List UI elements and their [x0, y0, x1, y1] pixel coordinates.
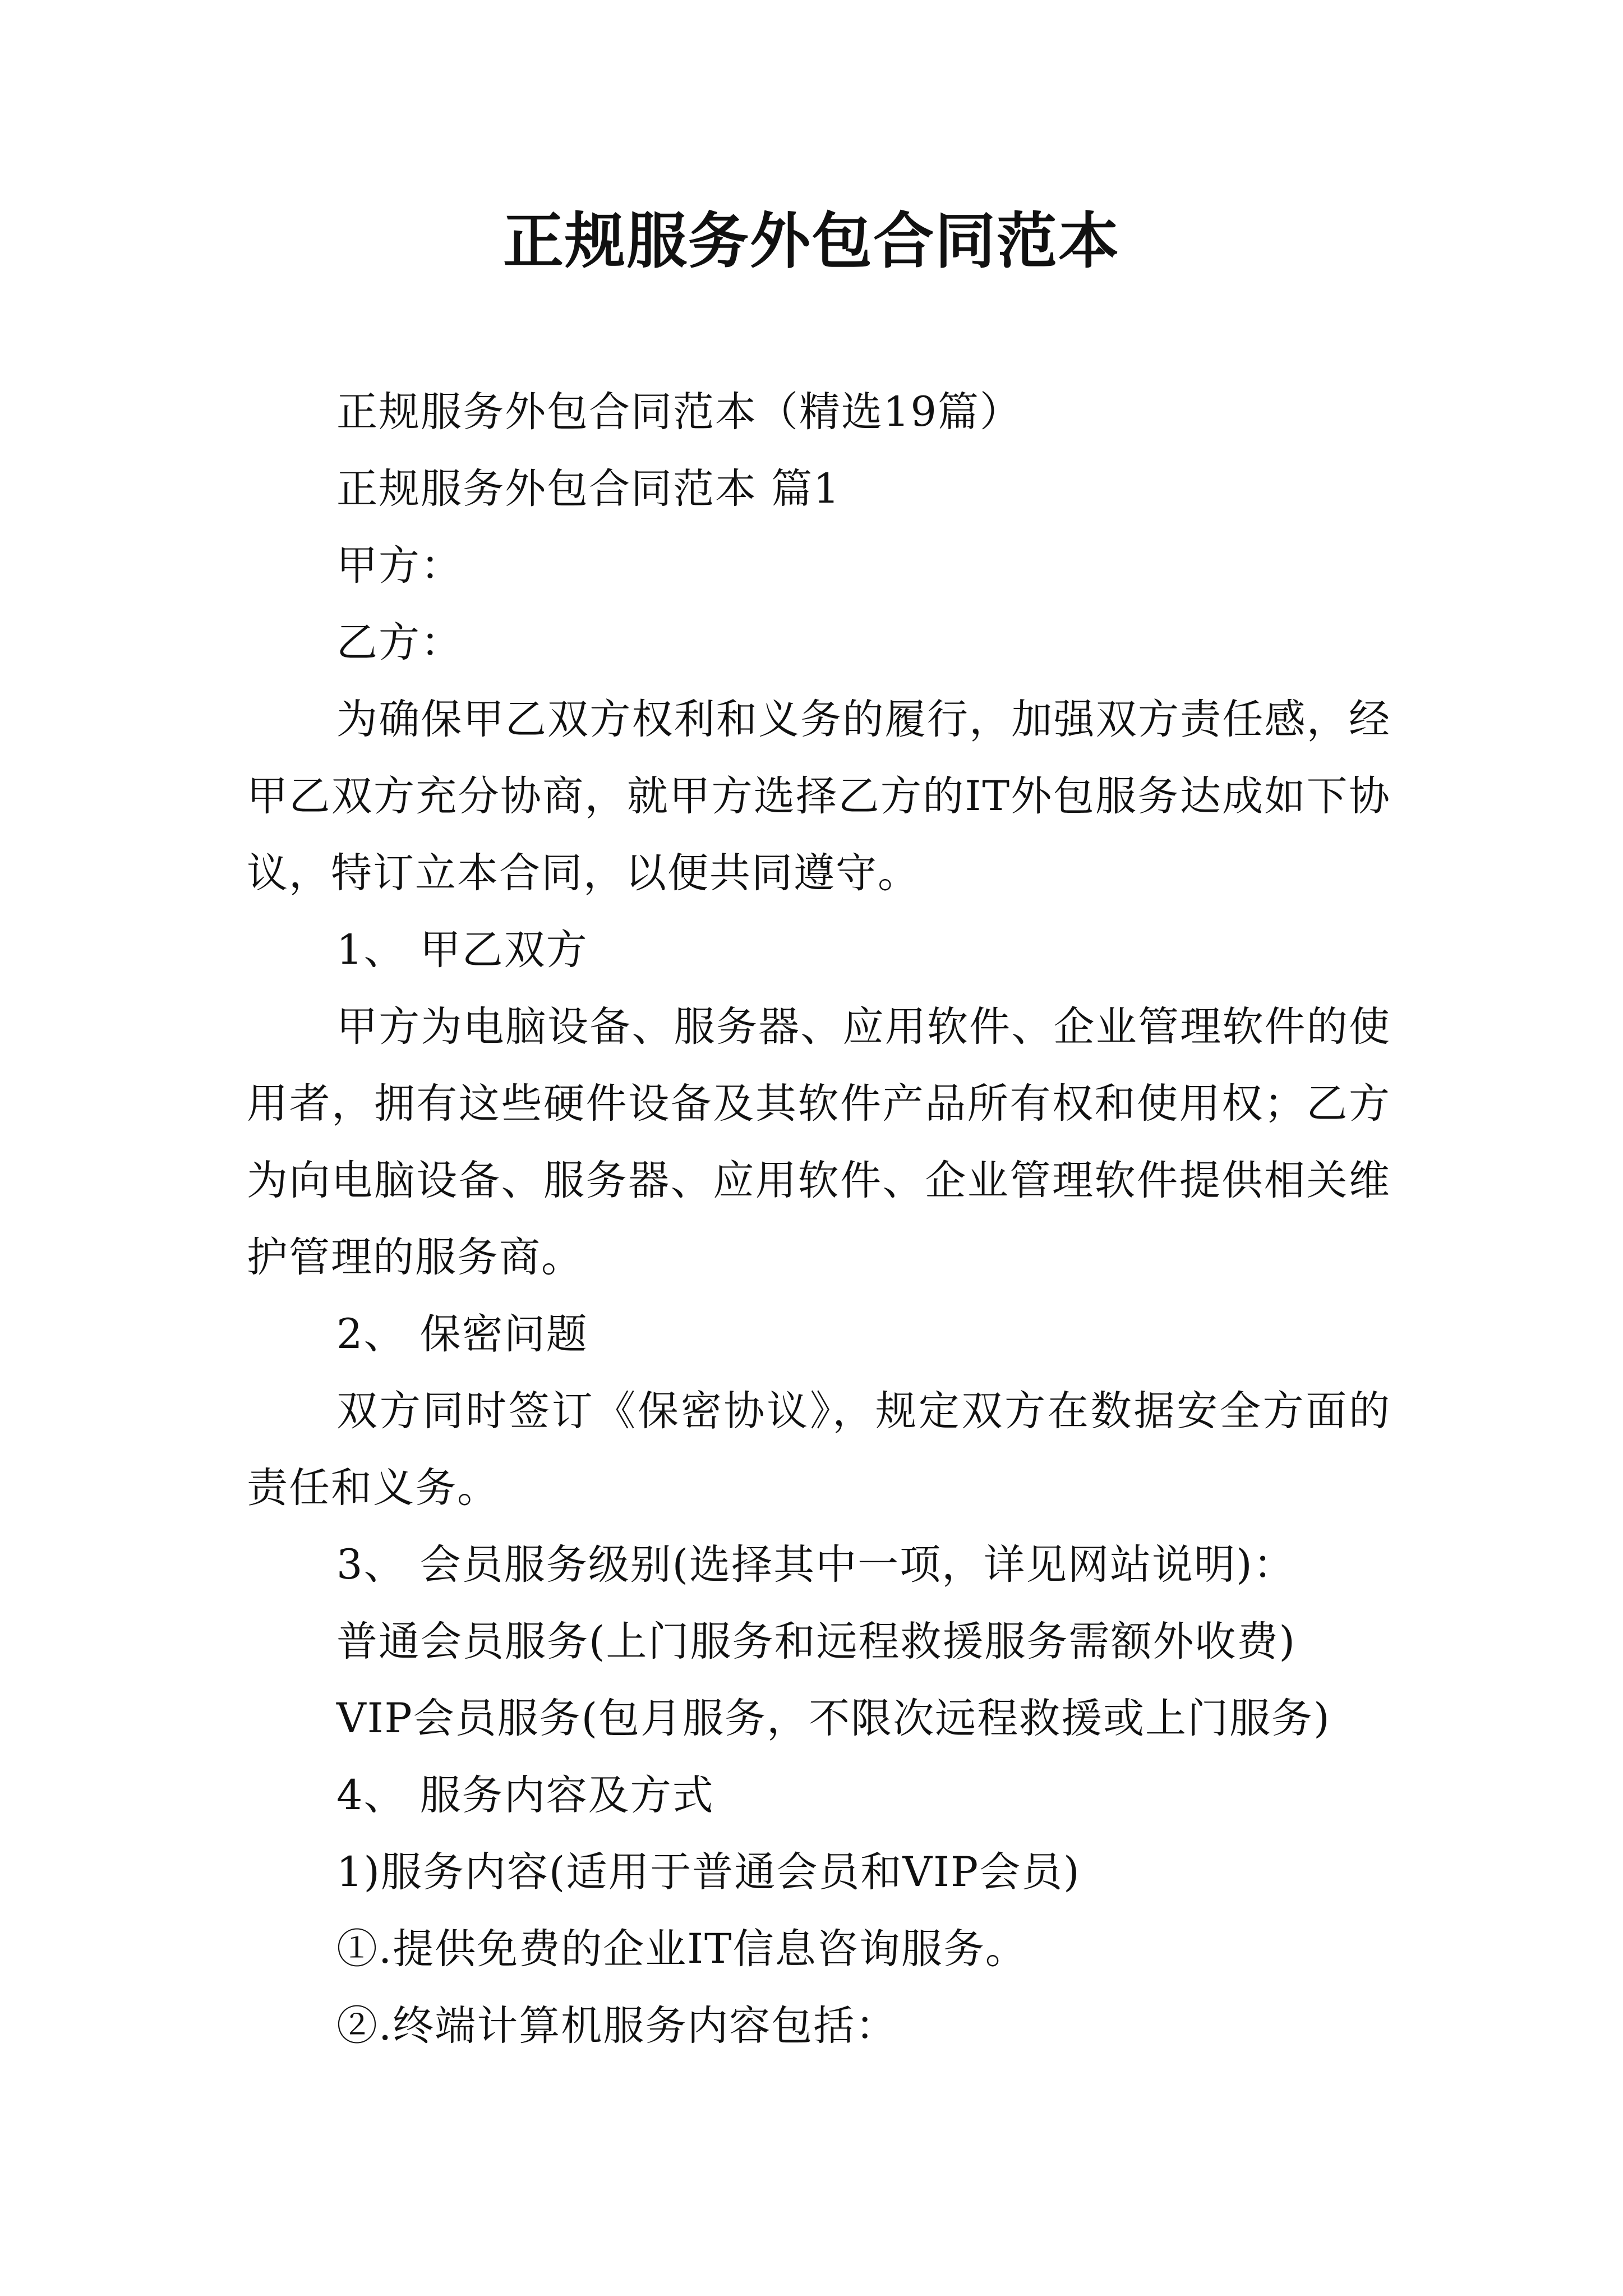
paragraph-section-heading: 正规服务外包合同范本 篇1: [336, 465, 841, 513]
paragraph-subtitle: 正规服务外包合同范本（精选19篇）: [336, 388, 1022, 436]
clause-2-heading: 2、 保密问题: [336, 1310, 588, 1358]
clause-4-item-1-b: ②.终端计算机服务内容包括：: [336, 2002, 898, 2050]
clause-1-text: 甲方为电脑设备、服务器、应用软件、企业管理软件的使用者，拥有这些硬件设备及其软件产品所有权和使用权；乙方为向电脑设备、服务器、应用软件、企业管理软件提供相关维护管理的服务商。: [247, 1003, 1391, 1281]
clause-3-heading: 3、 会员服务级别(选择其中一项，详见网站说明)：: [336, 1541, 1295, 1589]
clause-4-item-1-a: ①.提供免费的企业IT信息咨询服务。: [336, 1925, 1027, 1973]
clause-3-option-normal: 普通会员服务(上门服务和远程救援服务需额外收费): [336, 1618, 1296, 1665]
document-body: [247, 374, 1391, 2064]
paragraph-preamble: 为确保甲乙双方权利和义务的履行，加强双方责任感，经甲乙双方充分协商，就甲方选择乙方的IT外包服务达成如下协议，特订立本合同，以便共同遵守。: [247, 696, 1391, 897]
clause-4-heading: 4、 服务内容及方式: [336, 1772, 714, 1819]
paragraph-party-b: 乙方：: [336, 619, 463, 666]
paragraph-party-a: 甲方：: [336, 542, 463, 590]
clause-1-heading: 1、 甲乙双方: [336, 926, 588, 974]
clause-3-option-vip: VIP会员服务(包月服务，不限次远程救援或上门服务): [336, 1695, 1331, 1742]
clause-4-item-1: 1)服务内容(适用于普通会员和VIP会员): [336, 1848, 1081, 1896]
document-title: 正规服务外包合同范本: [502, 206, 1120, 277]
clause-2-text: 双方同时签订《保密协议》，规定双方在数据安全方面的责任和义务。: [247, 1387, 1391, 1512]
